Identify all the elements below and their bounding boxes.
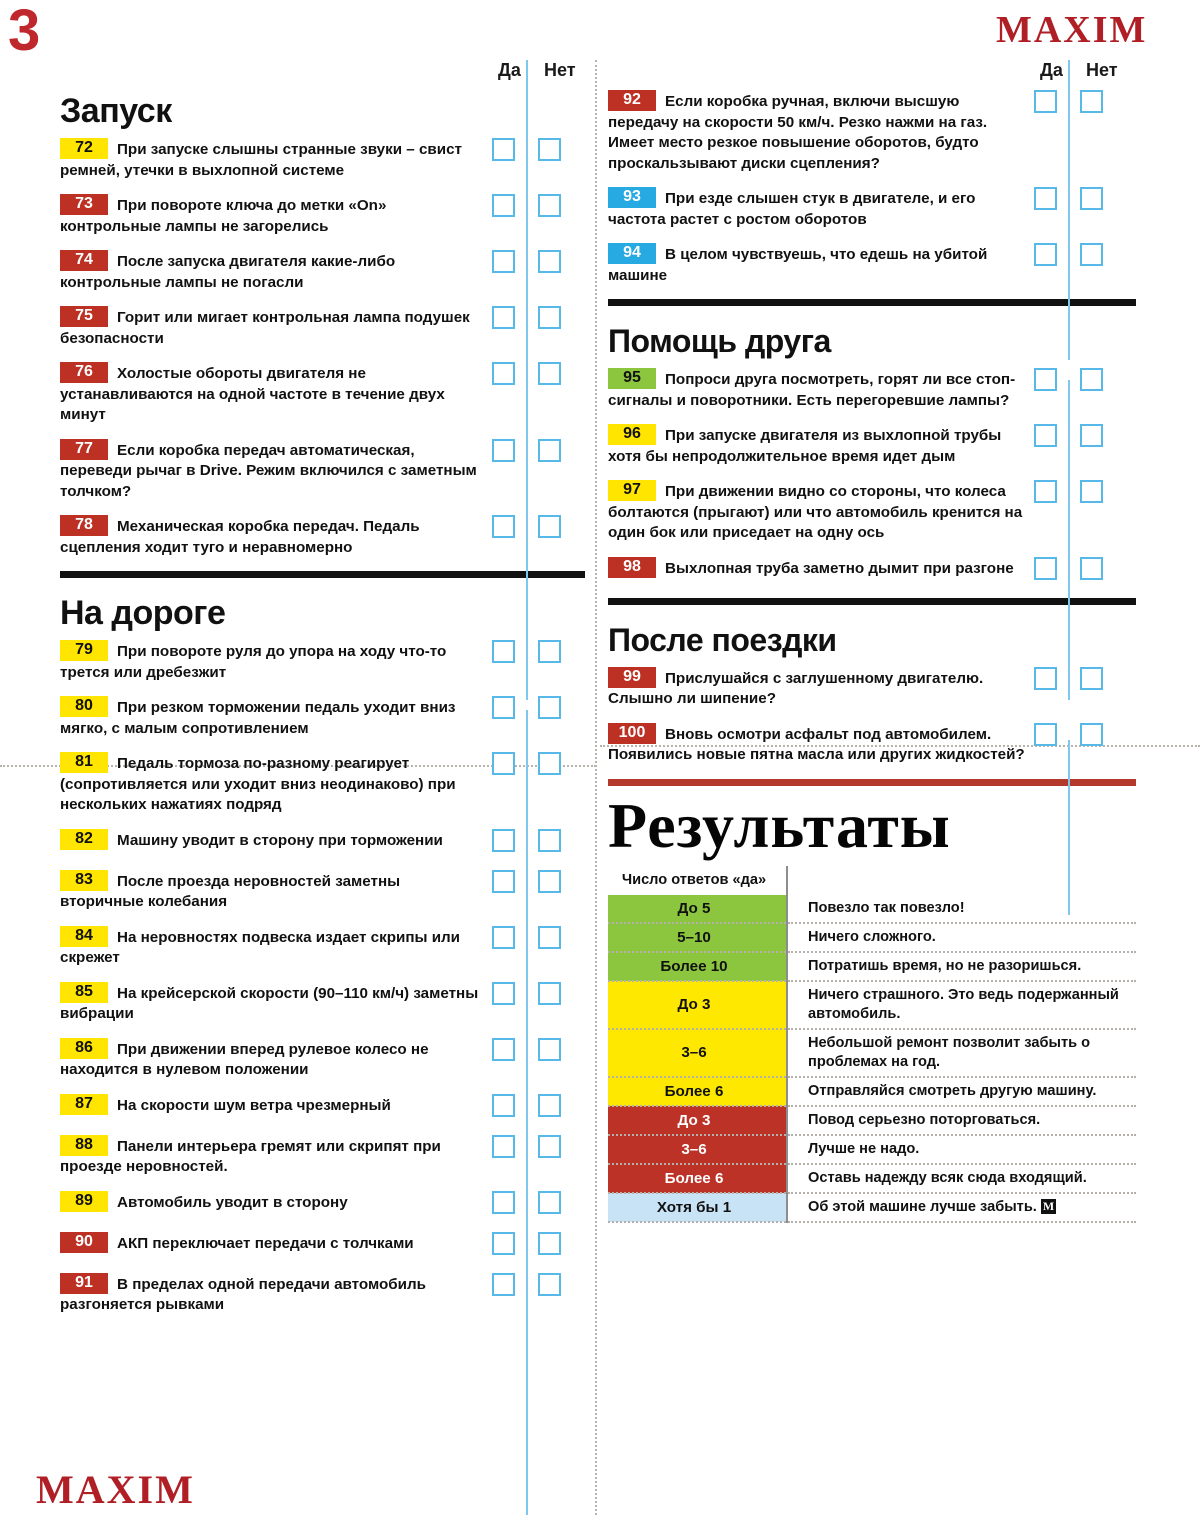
checkbox-yes[interactable]: [492, 362, 515, 385]
question-label: Педаль тормоза по-разному реагирует (сопротивляется или уходит вниз неодинаково) при нескольких нажатиях подряд: [60, 755, 456, 813]
section-divider: [60, 571, 585, 578]
checkbox-yes[interactable]: [492, 1232, 515, 1255]
question-text: [60, 1135, 485, 1178]
results-range: 3–6: [608, 1029, 787, 1077]
question-row: [60, 982, 585, 1025]
checkbox-no[interactable]: [1080, 424, 1103, 447]
vertical-cut-line: [595, 60, 597, 1515]
question-number-badge: 99: [608, 667, 656, 688]
answer-column-divider: [1068, 740, 1070, 915]
question-number-badge: 76: [60, 362, 108, 383]
question-text: [60, 1038, 485, 1081]
results-row: [608, 923, 1136, 952]
question-row: [60, 752, 585, 816]
question-row: [608, 480, 1136, 544]
question-text: [60, 1094, 485, 1117]
checkbox-no[interactable]: [538, 439, 561, 462]
question-label: На крейсерской скорости (90–110 км/ч) заметны вибрации: [60, 984, 479, 1022]
question-number-badge: 81: [60, 752, 108, 773]
checkbox-no[interactable]: [538, 1038, 561, 1061]
question-text: [608, 480, 1028, 544]
question-text: [60, 752, 485, 816]
checkbox-yes[interactable]: [492, 138, 515, 161]
question-label: Холостые обороты двигателя не устанавливаются на одной частоте в течение двух минут: [60, 365, 445, 423]
results-description: [787, 923, 1136, 952]
section-divider: [608, 299, 1136, 306]
question-number-badge: 91: [60, 1273, 108, 1294]
question-row: [60, 1232, 585, 1260]
checkbox-no[interactable]: [538, 1232, 561, 1255]
results-description-text: Ничего сложного.: [808, 928, 936, 945]
question-number-badge: 74: [60, 250, 108, 271]
results-description-text: Отправляйся смотреть другую машину.: [808, 1082, 1097, 1099]
question-number-badge: 84: [60, 926, 108, 947]
checkbox-yes[interactable]: [1034, 90, 1057, 113]
checkbox-no[interactable]: [538, 515, 561, 538]
results-row: [608, 1106, 1136, 1135]
section-title: На дороге: [60, 594, 226, 632]
question-label: Горит или мигает контрольная лампа подушек безопасности: [60, 309, 470, 347]
results-description: [787, 1193, 1136, 1222]
checkbox-no[interactable]: [538, 194, 561, 217]
results-description: [787, 895, 1136, 923]
question-label: На неровностях подвеска издает скрипы или скрежет: [60, 928, 461, 966]
results-row: [608, 1077, 1136, 1106]
checkbox-no[interactable]: [1080, 480, 1103, 503]
checkbox-no[interactable]: [1080, 667, 1103, 690]
question-text: [60, 982, 485, 1025]
results-header-range: Число ответов «да»: [608, 866, 787, 895]
maxim-logo-bottom: MAXIM: [36, 1467, 195, 1512]
question-label: На скорости шум ветра чрезмерный: [117, 1096, 391, 1114]
question-text: [608, 368, 1028, 411]
checkbox-no[interactable]: [538, 640, 561, 663]
question-text: [60, 1191, 485, 1214]
checkbox-no[interactable]: [538, 1273, 561, 1296]
question-label: Автомобиль уводит в сторону: [117, 1193, 348, 1211]
question-label: Панели интерьера гремят или скрипят при проезде неровностей.: [60, 1137, 441, 1175]
results-description: [787, 981, 1136, 1029]
question-number-badge: 89: [60, 1191, 108, 1212]
question-row: [60, 362, 585, 426]
checkbox-yes[interactable]: [492, 515, 515, 538]
checkbox-yes[interactable]: [492, 439, 515, 462]
section-title: После поездки: [608, 621, 837, 658]
question-text: [608, 667, 1028, 710]
question-number-badge: 97: [608, 480, 656, 501]
results-row: [608, 1029, 1136, 1077]
question-row: [608, 187, 1136, 230]
question-label: Прислушайся с заглушенному двигателю. Слышно ли шипение?: [608, 669, 984, 707]
question-row: [60, 640, 585, 683]
checkbox-yes[interactable]: [1034, 424, 1057, 447]
answer-column-divider: [1068, 60, 1070, 360]
results-range: До 3: [608, 1106, 787, 1135]
question-number-badge: 87: [60, 1094, 108, 1115]
results-description: [787, 1164, 1136, 1193]
results-description-text: Повезло так повезло!: [808, 899, 965, 916]
checkbox-no[interactable]: [538, 1191, 561, 1214]
checkbox-yes[interactable]: [492, 752, 515, 775]
question-number-badge: 88: [60, 1135, 108, 1156]
no-column-label: Нет: [1086, 60, 1118, 80]
question-label: Выхлопная труба заметно дымит при разгоне: [665, 559, 1014, 577]
answer-column-divider: [526, 710, 528, 1515]
question-number-badge: 92: [608, 90, 656, 111]
results-range: Более 6: [608, 1077, 787, 1106]
results-range: До 3: [608, 981, 787, 1029]
question-label: В пределах одной передачи автомобиль разгоняется рывками: [60, 1275, 426, 1313]
question-text: [60, 1273, 485, 1316]
section-title: Помощь друга: [608, 323, 831, 359]
question-text: [608, 90, 1028, 174]
results-header-desc: [787, 866, 1136, 895]
question-row: [60, 926, 585, 969]
results-description: [787, 1106, 1136, 1135]
results-description-text: Повод серьезно поторговаться.: [808, 1111, 1041, 1128]
question-row: [60, 1273, 585, 1316]
question-label: После проезда неровностей заметны вторичные колебания: [60, 872, 401, 910]
question-number-badge: 78: [60, 515, 108, 536]
section-title: Запуск: [60, 92, 172, 130]
question-label: АКП переключает передачи с толчками: [117, 1234, 414, 1252]
question-label: При запуске слышны странные звуки – свист ремней, утечки в выхлопной системе: [60, 141, 462, 179]
results-row: [608, 895, 1136, 923]
results-row: [608, 981, 1136, 1029]
question-label: При повороте руля до упора на ходу что-то трется или дребезжит: [60, 643, 447, 681]
question-row: [60, 194, 585, 237]
checkbox-no[interactable]: [538, 250, 561, 273]
results-range: 3–6: [608, 1135, 787, 1164]
maxim-logo-top: MAXIM: [996, 9, 1148, 51]
checkbox-no[interactable]: [538, 926, 561, 949]
checkbox-no[interactable]: [538, 1094, 561, 1117]
checkbox-yes[interactable]: [492, 640, 515, 663]
results-row: [608, 1135, 1136, 1164]
question-label: Попроси друга посмотреть, горят ли все стоп-сигналы и поворотники. Есть перегоревшие лампы?: [608, 371, 1016, 409]
question-text: [608, 187, 1028, 230]
question-label: При езде слышен стук в двигателе, и его частота растет с ростом оборотов: [608, 190, 976, 228]
checkbox-yes[interactable]: [492, 250, 515, 273]
question-row: [60, 1038, 585, 1081]
checkbox-no[interactable]: [538, 982, 561, 1005]
question-label: При движении вперед рулевое колесо не находится в нулевом положении: [60, 1040, 429, 1078]
question-number-badge: 73: [60, 194, 108, 215]
results-description-text: Ничего страшного. Это ведь подержанный автомобиль.: [808, 986, 1119, 1022]
question-row: [608, 723, 1136, 766]
checkbox-no[interactable]: [538, 752, 561, 775]
checkbox-yes[interactable]: [492, 982, 515, 1005]
question-text: [608, 723, 1028, 766]
results-range: Более 10: [608, 952, 787, 981]
results-divider: [608, 779, 1136, 786]
checkbox-yes[interactable]: [492, 1038, 515, 1061]
question-row: [60, 1094, 585, 1122]
question-text: [60, 640, 485, 683]
checkbox-yes[interactable]: [1034, 723, 1057, 746]
question-label: Машину уводит в сторону при торможении: [117, 831, 443, 849]
checkbox-yes[interactable]: [492, 926, 515, 949]
question-label: При повороте ключа до метки «On» контрольные лампы не загорелись: [60, 197, 387, 235]
question-number-badge: 79: [60, 640, 108, 661]
question-label: При запуске двигателя из выхлопной трубы хотя бы непродолжительное время идет дым: [608, 427, 1002, 465]
question-row: [60, 306, 585, 349]
question-text: [60, 515, 485, 558]
checkbox-no[interactable]: [538, 870, 561, 893]
question-text: [60, 829, 485, 852]
question-number-badge: 98: [608, 557, 656, 578]
results-range: 5–10: [608, 923, 787, 952]
results-range: До 5: [608, 895, 787, 923]
question-row: [608, 667, 1136, 710]
question-number-badge: 86: [60, 1038, 108, 1059]
checkbox-no[interactable]: [538, 362, 561, 385]
checkbox-no[interactable]: [1080, 187, 1103, 210]
question-text: [60, 926, 485, 969]
question-row: [60, 1191, 585, 1219]
checkbox-yes[interactable]: [492, 829, 515, 852]
checkbox-yes[interactable]: [492, 1094, 515, 1117]
checkbox-yes[interactable]: [492, 870, 515, 893]
question-number-badge: 75: [60, 306, 108, 327]
results-title: Результаты: [608, 789, 951, 861]
question-row: [608, 243, 1136, 286]
question-row: [608, 368, 1136, 411]
question-label: Механическая коробка передач. Педаль сцепления ходит туго и неравномерно: [60, 518, 420, 556]
question-label: Если коробка ручная, включи высшую передачу на скорости 50 км/ч. Резко нажми на газ. Имеет место резкое повышение оборотов, будто проскальзывают диски сцепления?: [608, 93, 988, 172]
question-text: [60, 306, 485, 349]
answer-column-headers: [608, 60, 1136, 90]
yes-column-label: Да: [498, 60, 521, 80]
no-column-label: Нет: [544, 60, 576, 80]
checkbox-no[interactable]: [1080, 368, 1103, 391]
yes-column-label: Да: [1040, 60, 1063, 80]
checkbox-no[interactable]: [538, 1135, 561, 1158]
question-row: [60, 870, 585, 913]
question-row: [608, 557, 1136, 585]
checkbox-no[interactable]: [538, 696, 561, 719]
question-text: [60, 138, 485, 181]
results-description: [787, 1029, 1136, 1077]
question-number-badge: 93: [608, 187, 656, 208]
question-row: [608, 424, 1136, 467]
question-row: [60, 250, 585, 293]
results-header-row: [608, 866, 1136, 895]
page-number: 3: [8, 0, 41, 63]
question-number-badge: 82: [60, 829, 108, 850]
question-number-badge: 83: [60, 870, 108, 891]
checkbox-no[interactable]: [1080, 723, 1103, 746]
checkbox-yes[interactable]: [492, 194, 515, 217]
checkbox-yes[interactable]: [492, 306, 515, 329]
checkbox-yes[interactable]: [492, 1191, 515, 1214]
results-range: Более 6: [608, 1164, 787, 1193]
results-description-text: Оставь надежду всяк сюда входящий.: [808, 1169, 1087, 1186]
checkbox-yes[interactable]: [1034, 480, 1057, 503]
question-label: После запуска двигателя какие-либо контрольные лампы не погасли: [60, 253, 396, 291]
question-text: [608, 557, 1028, 580]
answer-column-divider: [526, 60, 528, 700]
checkbox-yes[interactable]: [1034, 243, 1057, 266]
checkbox-yes[interactable]: [492, 1273, 515, 1296]
question-text: [60, 439, 485, 503]
question-number-badge: 85: [60, 982, 108, 1003]
checkbox-yes[interactable]: [1034, 667, 1057, 690]
question-number-badge: 94: [608, 243, 656, 264]
results-description: [787, 1077, 1136, 1106]
maxim-m-mark: M: [1042, 1198, 1055, 1213]
question-number-badge: 80: [60, 696, 108, 717]
question-text: [60, 362, 485, 426]
checkbox-yes[interactable]: [1034, 187, 1057, 210]
question-label: Если коробка передач автоматическая, переведи рычаг в Drive. Режим включился с заметным толчком?: [60, 441, 477, 500]
question-text: [60, 696, 485, 739]
question-number-badge: 95: [608, 368, 656, 389]
question-text: [60, 194, 485, 237]
checkbox-no[interactable]: [1080, 243, 1103, 266]
checkbox-yes[interactable]: [492, 1135, 515, 1158]
results-description: [787, 1135, 1136, 1164]
question-label: Вновь осмотри асфальт под автомобилем. Появились новые пятна масла или других жидкостей?: [608, 725, 1025, 763]
results-description-text: Небольшой ремонт позволит забыть о проблемах на год.: [808, 1034, 1091, 1070]
left-column: [60, 60, 585, 1329]
results-description-text: Об этой машине лучше забыть.: [808, 1198, 1037, 1215]
question-text: [60, 1232, 485, 1255]
question-label: В целом чувствуешь, что едешь на убитой машине: [608, 246, 988, 284]
question-number-badge: 77: [60, 439, 108, 460]
checkbox-no[interactable]: [538, 829, 561, 852]
checkbox-no[interactable]: [1080, 90, 1103, 113]
right-column: [608, 60, 1136, 1223]
results-description-text: Лучше не надо.: [808, 1140, 920, 1157]
results-row: [608, 952, 1136, 981]
question-text: [608, 243, 1028, 286]
results-description: [787, 952, 1136, 981]
section-divider: [608, 598, 1136, 605]
question-row: [60, 1135, 585, 1178]
checkbox-yes[interactable]: [1034, 368, 1057, 391]
results-table: [608, 866, 1136, 1223]
question-number-badge: 90: [60, 1232, 108, 1253]
question-row: [60, 138, 585, 181]
checkbox-no[interactable]: [538, 306, 561, 329]
question-row: [60, 515, 585, 558]
checkbox-no[interactable]: [1080, 557, 1103, 580]
question-row: [60, 696, 585, 739]
question-number-badge: 96: [608, 424, 656, 445]
checkbox-no[interactable]: [538, 138, 561, 161]
question-row: [60, 439, 585, 503]
results-range: Хотя бы 1: [608, 1193, 787, 1222]
question-number-badge: 72: [60, 138, 108, 159]
question-text: [608, 424, 1028, 467]
checkbox-yes[interactable]: [1034, 557, 1057, 580]
answer-column-headers: [60, 60, 585, 90]
question-row: [608, 90, 1136, 174]
question-row: [60, 829, 585, 857]
results-row: [608, 1193, 1136, 1222]
question-number-badge: 100: [608, 723, 656, 744]
checkbox-yes[interactable]: [492, 696, 515, 719]
question-label: При резком торможении педаль уходит вниз мягко, с малым сопротивлением: [60, 699, 456, 737]
results-description-text: Потратишь время, но не разоришься.: [808, 957, 1082, 974]
question-text: [60, 870, 485, 913]
question-label: При движении видно со стороны, что колеса болтаются (прыгают) или что автомобиль кренится на один бок или приседает на одну ось: [608, 483, 1023, 541]
question-text: [60, 250, 485, 293]
answer-column-divider: [1068, 380, 1070, 700]
results-row: [608, 1164, 1136, 1193]
